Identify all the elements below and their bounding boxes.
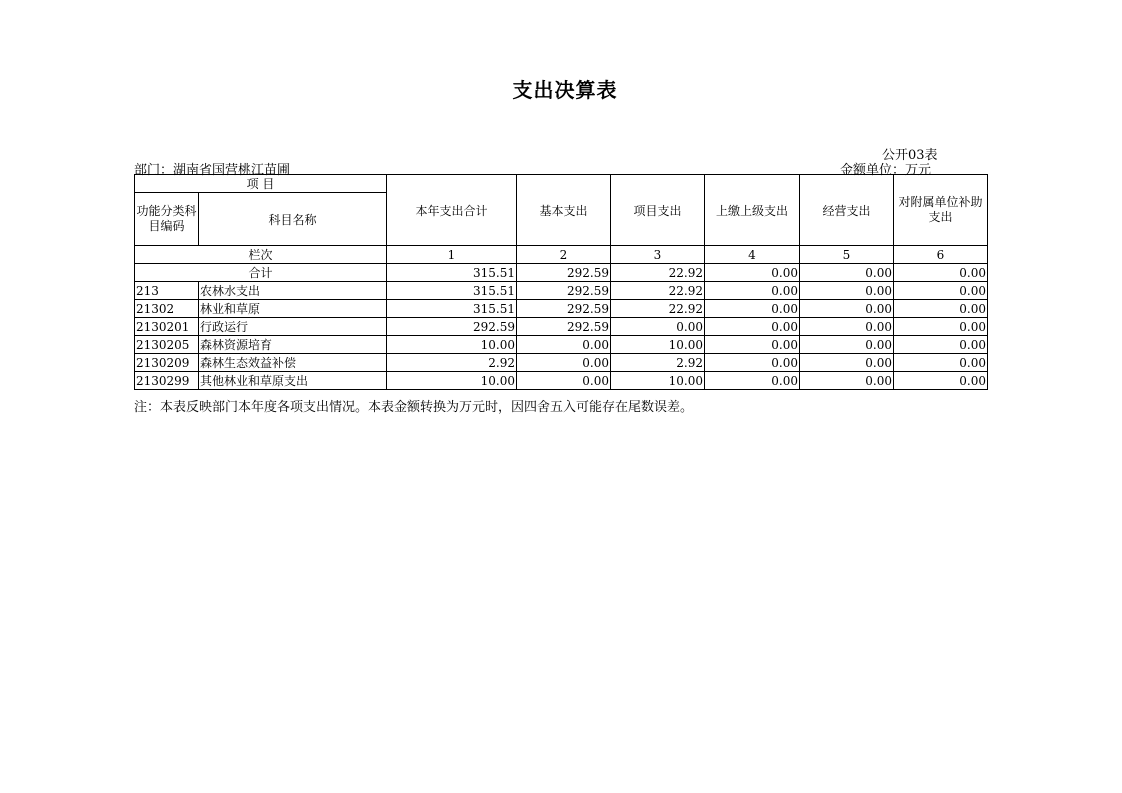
row-value: 0.00 xyxy=(894,318,988,336)
total-cell: 22.92 xyxy=(611,264,705,282)
row-value: 0.00 xyxy=(705,336,800,354)
row-name: 行政运行 xyxy=(199,318,387,336)
table-row xyxy=(135,300,988,318)
total-label: 合计 xyxy=(135,264,387,282)
row-code: 21302 xyxy=(135,300,199,318)
row-name: 森林资源培育 xyxy=(199,336,387,354)
row-value: 0.00 xyxy=(517,372,611,390)
row-value: 2.92 xyxy=(387,354,517,372)
total-cell: 292.59 xyxy=(517,264,611,282)
row-value: 315.51 xyxy=(387,300,517,318)
table-row xyxy=(135,372,988,390)
col-number: 2 xyxy=(517,246,611,264)
row-value: 0.00 xyxy=(705,282,800,300)
row-value: 315.51 xyxy=(387,282,517,300)
row-value: 0.00 xyxy=(894,300,988,318)
row-value: 0.00 xyxy=(517,336,611,354)
row-value: 0.00 xyxy=(894,336,988,354)
row-value: 0.00 xyxy=(800,282,894,300)
page-title: 支出决算表 xyxy=(512,78,618,102)
row-value: 2.92 xyxy=(611,354,705,372)
row-name: 森林生态效益补偿 xyxy=(199,354,387,372)
table-row xyxy=(135,318,988,336)
header-basic: 基本支出 xyxy=(517,175,611,246)
col-number: 6 xyxy=(894,246,988,264)
row-code: 2130299 xyxy=(135,372,199,390)
header-upper: 上缴上级支出 xyxy=(705,175,800,246)
row-name: 林业和草原 xyxy=(199,300,387,318)
row-value: 10.00 xyxy=(387,372,517,390)
col-number: 1 xyxy=(387,246,517,264)
header-project: 项目支出 xyxy=(611,175,705,246)
table-row xyxy=(135,336,988,354)
row-value: 22.92 xyxy=(611,300,705,318)
row-value: 0.00 xyxy=(894,282,988,300)
col-number: 5 xyxy=(800,246,894,264)
total-cell: 0.00 xyxy=(705,264,800,282)
row-code: 213 xyxy=(135,282,199,300)
row-value: 0.00 xyxy=(800,354,894,372)
header-code: 功能分类科目编码 xyxy=(135,193,199,246)
header-name: 科目名称 xyxy=(199,193,387,246)
header-business: 经营支出 xyxy=(800,175,894,246)
row-value: 0.00 xyxy=(800,300,894,318)
row-value: 0.00 xyxy=(705,318,800,336)
row-value: 0.00 xyxy=(705,354,800,372)
row-value: 0.00 xyxy=(800,336,894,354)
table-row xyxy=(135,354,988,372)
row-code: 2130205 xyxy=(135,336,199,354)
col-number: 4 xyxy=(705,246,800,264)
header-col-label: 栏次 xyxy=(135,246,387,264)
total-cell: 0.00 xyxy=(894,264,988,282)
row-value: 0.00 xyxy=(800,372,894,390)
row-value: 10.00 xyxy=(611,336,705,354)
row-value: 10.00 xyxy=(387,336,517,354)
row-value: 0.00 xyxy=(894,372,988,390)
total-cell: 0.00 xyxy=(800,264,894,282)
row-value: 10.00 xyxy=(611,372,705,390)
row-value: 0.00 xyxy=(517,354,611,372)
unit-label: 金额单位：万元 xyxy=(840,163,932,178)
row-value: 292.59 xyxy=(517,318,611,336)
form-number: 公开03表 xyxy=(882,148,938,163)
row-code: 2130201 xyxy=(135,318,199,336)
row-code: 2130209 xyxy=(135,354,199,372)
row-value: 22.92 xyxy=(611,282,705,300)
row-value: 292.59 xyxy=(517,282,611,300)
row-name: 其他林业和草原支出 xyxy=(199,372,387,390)
row-value: 292.59 xyxy=(517,300,611,318)
row-value: 0.00 xyxy=(894,354,988,372)
table-row xyxy=(135,282,988,300)
row-value: 292.59 xyxy=(387,318,517,336)
header-subsidiary: 对附属单位补助支出 xyxy=(894,175,988,246)
row-value: 0.00 xyxy=(705,300,800,318)
header-item: 项 目 xyxy=(135,175,387,193)
department-label: 部门：湖南省国营桃江苗圃 xyxy=(134,163,291,178)
header-total: 本年支出合计 xyxy=(387,175,517,246)
total-row xyxy=(135,264,988,282)
expenditure-table xyxy=(134,174,988,390)
row-value: 0.00 xyxy=(611,318,705,336)
row-value: 0.00 xyxy=(800,318,894,336)
footnote: 注：本表反映部门本年度各项支出情况。本表金额转换为万元时，因四舍五入可能存在尾数误差。 xyxy=(134,400,694,415)
row-name: 农林水支出 xyxy=(199,282,387,300)
col-number: 3 xyxy=(611,246,705,264)
total-cell: 315.51 xyxy=(387,264,517,282)
row-value: 0.00 xyxy=(705,372,800,390)
